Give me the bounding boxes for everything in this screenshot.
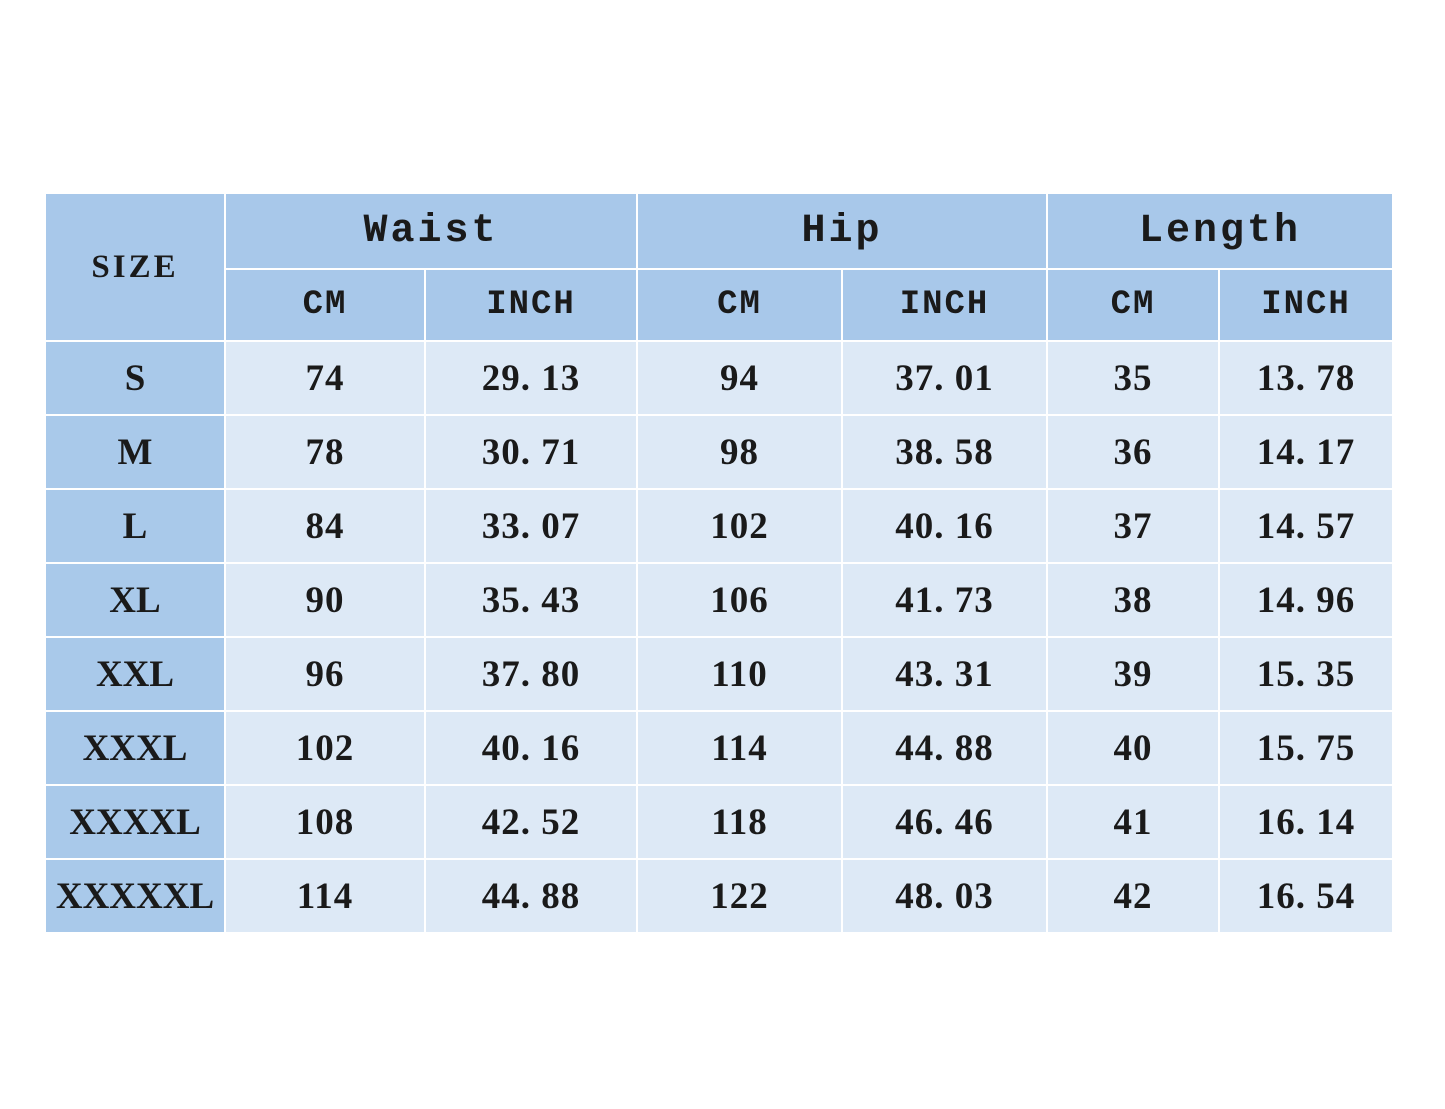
cell-hip-cm: 106 [637, 563, 842, 637]
header-group-length: Length [1047, 193, 1393, 269]
cell-waist-inch: 44. 88 [425, 859, 637, 933]
cell-waist-cm: 74 [225, 341, 425, 415]
cell-hip-inch: 46. 46 [842, 785, 1047, 859]
cell-hip-cm: 102 [637, 489, 842, 563]
cell-waist-cm: 108 [225, 785, 425, 859]
cell-waist-inch: 35. 43 [425, 563, 637, 637]
cell-size: M [45, 415, 225, 489]
cell-length-cm: 36 [1047, 415, 1219, 489]
cell-size: XL [45, 563, 225, 637]
cell-size: XXXXXL [45, 859, 225, 933]
cell-waist-inch: 40. 16 [425, 711, 637, 785]
table-row [45, 341, 1393, 415]
table-row [45, 859, 1393, 933]
cell-hip-cm: 118 [637, 785, 842, 859]
cell-length-inch: 16. 14 [1219, 785, 1393, 859]
cell-length-cm: 42 [1047, 859, 1219, 933]
cell-hip-inch: 44. 88 [842, 711, 1047, 785]
header-size: SIZE [45, 193, 225, 341]
cell-hip-inch: 43. 31 [842, 637, 1047, 711]
table-header [45, 193, 1393, 341]
size-chart-container [44, 192, 1392, 917]
cell-hip-inch: 38. 58 [842, 415, 1047, 489]
size-chart-table [44, 192, 1394, 934]
cell-hip-cm: 94 [637, 341, 842, 415]
cell-waist-inch: 30. 71 [425, 415, 637, 489]
cell-waist-cm: 96 [225, 637, 425, 711]
cell-length-inch: 14. 96 [1219, 563, 1393, 637]
table-row [45, 637, 1393, 711]
table-row [45, 563, 1393, 637]
cell-waist-inch: 33. 07 [425, 489, 637, 563]
cell-hip-inch: 40. 16 [842, 489, 1047, 563]
cell-length-inch: 16. 54 [1219, 859, 1393, 933]
cell-hip-cm: 98 [637, 415, 842, 489]
header-hip-inch: INCH [842, 269, 1047, 341]
header-group-hip: Hip [637, 193, 1047, 269]
cell-length-inch: 14. 17 [1219, 415, 1393, 489]
cell-hip-cm: 110 [637, 637, 842, 711]
header-waist-inch: INCH [425, 269, 637, 341]
cell-waist-cm: 90 [225, 563, 425, 637]
cell-length-cm: 38 [1047, 563, 1219, 637]
header-length-inch: INCH [1219, 269, 1393, 341]
cell-size: S [45, 341, 225, 415]
cell-waist-inch: 37. 80 [425, 637, 637, 711]
header-group-waist: Waist [225, 193, 637, 269]
cell-waist-cm: 114 [225, 859, 425, 933]
cell-length-inch: 14. 57 [1219, 489, 1393, 563]
cell-waist-inch: 29. 13 [425, 341, 637, 415]
cell-hip-inch: 37. 01 [842, 341, 1047, 415]
cell-size: XXXXL [45, 785, 225, 859]
cell-hip-cm: 114 [637, 711, 842, 785]
header-row-units [45, 269, 1393, 341]
header-hip-cm: CM [637, 269, 842, 341]
cell-waist-cm: 78 [225, 415, 425, 489]
cell-waist-cm: 102 [225, 711, 425, 785]
cell-length-cm: 41 [1047, 785, 1219, 859]
cell-hip-inch: 41. 73 [842, 563, 1047, 637]
cell-size: XXL [45, 637, 225, 711]
table-body [45, 341, 1393, 933]
table-row [45, 711, 1393, 785]
cell-waist-inch: 42. 52 [425, 785, 637, 859]
cell-length-inch: 13. 78 [1219, 341, 1393, 415]
cell-length-cm: 40 [1047, 711, 1219, 785]
cell-length-cm: 39 [1047, 637, 1219, 711]
header-length-cm: CM [1047, 269, 1219, 341]
cell-size: XXXL [45, 711, 225, 785]
cell-size: L [45, 489, 225, 563]
table-row [45, 415, 1393, 489]
header-waist-cm: CM [225, 269, 425, 341]
table-row [45, 785, 1393, 859]
header-row-groups [45, 193, 1393, 269]
table-row [45, 489, 1393, 563]
cell-waist-cm: 84 [225, 489, 425, 563]
cell-length-cm: 37 [1047, 489, 1219, 563]
cell-hip-inch: 48. 03 [842, 859, 1047, 933]
cell-hip-cm: 122 [637, 859, 842, 933]
cell-length-cm: 35 [1047, 341, 1219, 415]
cell-length-inch: 15. 35 [1219, 637, 1393, 711]
cell-length-inch: 15. 75 [1219, 711, 1393, 785]
